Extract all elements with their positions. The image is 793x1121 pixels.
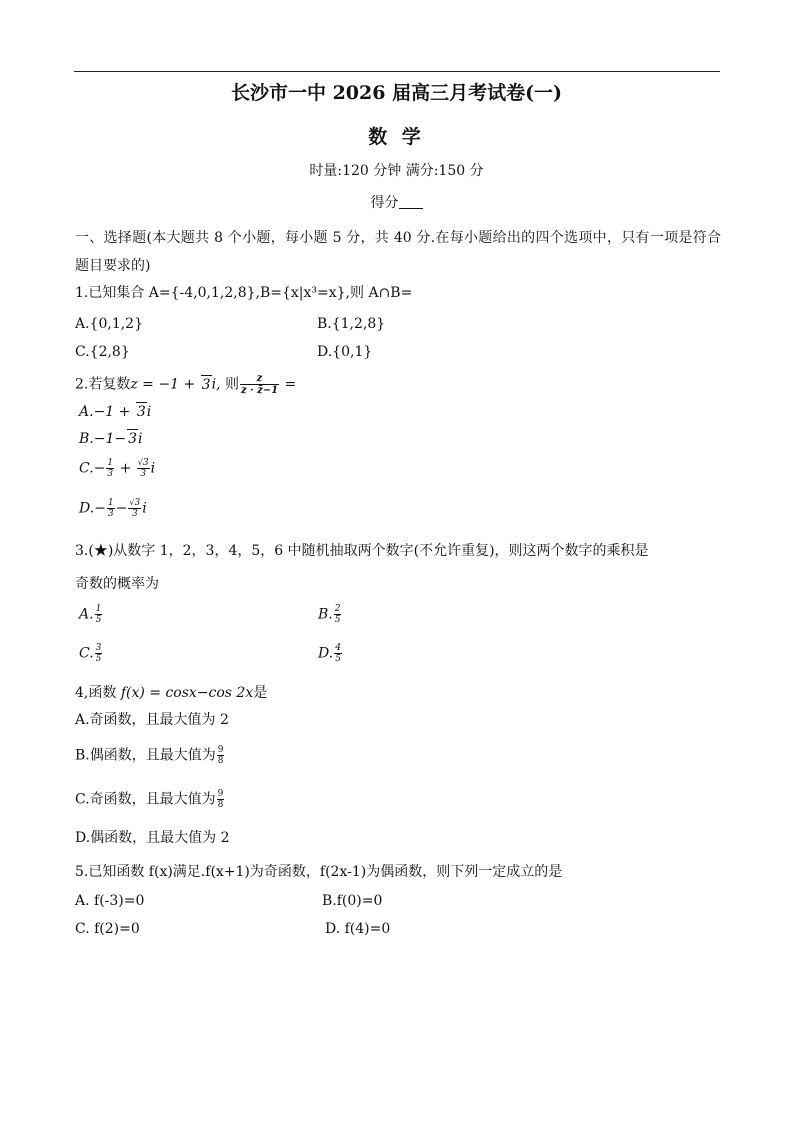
question-1-option-a[interactable]: A.{0,1,2} xyxy=(75,316,143,332)
question-4-option-d[interactable]: D.偶函数，且最大值为 2 xyxy=(75,830,230,846)
question-3-option-c[interactable]: C. $\frac{3}{5}$ xyxy=(79,643,102,664)
question-3-stem-line-2: 奇数的概率为 xyxy=(75,576,159,592)
question-1-option-c[interactable]: C.{2,8} xyxy=(75,344,130,360)
question-5-stem: 5.已知函数 f(x)满足.f(x+1)为奇函数，f(2x-1)为偶函数，则下列一定成立的是 xyxy=(75,864,563,880)
exam-title: 长沙市一中 2026 届高三月考试卷(一) xyxy=(230,82,563,104)
section-heading: 一、选择题(本大题共 8 个小题，每小题 5 分，共 40 分.在每小题给出的四个选项中，只有一项是符合题目要求的) xyxy=(75,230,721,274)
score-blank[interactable] xyxy=(399,194,423,209)
question-4-option-c[interactable]: C.奇函数，且最大值为 $\frac{9}{8}$ xyxy=(75,789,224,810)
question-2-option-d[interactable]: D.− $\frac{1}{3}$ − $\frac{√3}{3}$ i xyxy=(79,498,147,519)
question-2-stem: 2.若复数z = −1 + 3i, 则 $\frac{z}{z \cdot z̄-1}$ = xyxy=(75,373,297,396)
question-2-option-c[interactable]: C.− $\frac{1}{3}$ + $\frac{√3}{3}$ i xyxy=(79,458,156,479)
score-label: 得分 xyxy=(370,195,399,211)
question-2-option-a[interactable]: A.−1 + 3i xyxy=(79,404,152,420)
question-3-option-a[interactable]: A. $\frac{1}{5}$ xyxy=(79,604,102,625)
subject-title: 数 学 xyxy=(368,126,425,148)
question-3-stem-line-1: 3.(★)从数字 1，2，3，4，5，6 中随机抽取两个数字(不允许重复)，则这两个数字的乘积是 xyxy=(75,543,649,559)
question-3-option-d[interactable]: D. $\frac{4}{5}$ xyxy=(318,643,341,664)
question-1-option-b[interactable]: B.{1,2,8} xyxy=(317,316,386,332)
question-5-option-c[interactable]: C. f(2)=0 xyxy=(75,921,140,937)
header-rule xyxy=(74,71,720,72)
question-3-option-b[interactable]: B. $\frac{2}{5}$ xyxy=(318,604,341,625)
time-score-info: 时量:120 分钟 满分:150 分 xyxy=(309,163,484,179)
question-2-fraction: $\frac{z}{z \cdot z̄-1}$ xyxy=(240,373,279,396)
question-1-stem: 1.已知集合 A={-4,0,1,2,8},B={x|x³=x},则 A∩B= xyxy=(75,285,413,301)
question-1-option-d[interactable]: D.{0,1} xyxy=(317,344,373,360)
question-5-option-a[interactable]: A. f(-3)=0 xyxy=(75,893,145,909)
question-5-option-b[interactable]: B.f(0)=0 xyxy=(322,893,383,909)
question-5-option-d[interactable]: D. f(4)=0 xyxy=(325,921,391,937)
score-field xyxy=(0,192,793,212)
question-4-option-a[interactable]: A.奇函数，且最大值为 2 xyxy=(75,712,229,728)
question-2-option-b[interactable]: B.−1− 3i xyxy=(79,431,143,447)
question-4-stem: 4,函数 f(x) = cosx−cos 2x是 xyxy=(75,685,268,701)
question-4-option-b[interactable]: B.偶函数，且最大值为 $\frac{9}{8}$ xyxy=(75,745,224,766)
